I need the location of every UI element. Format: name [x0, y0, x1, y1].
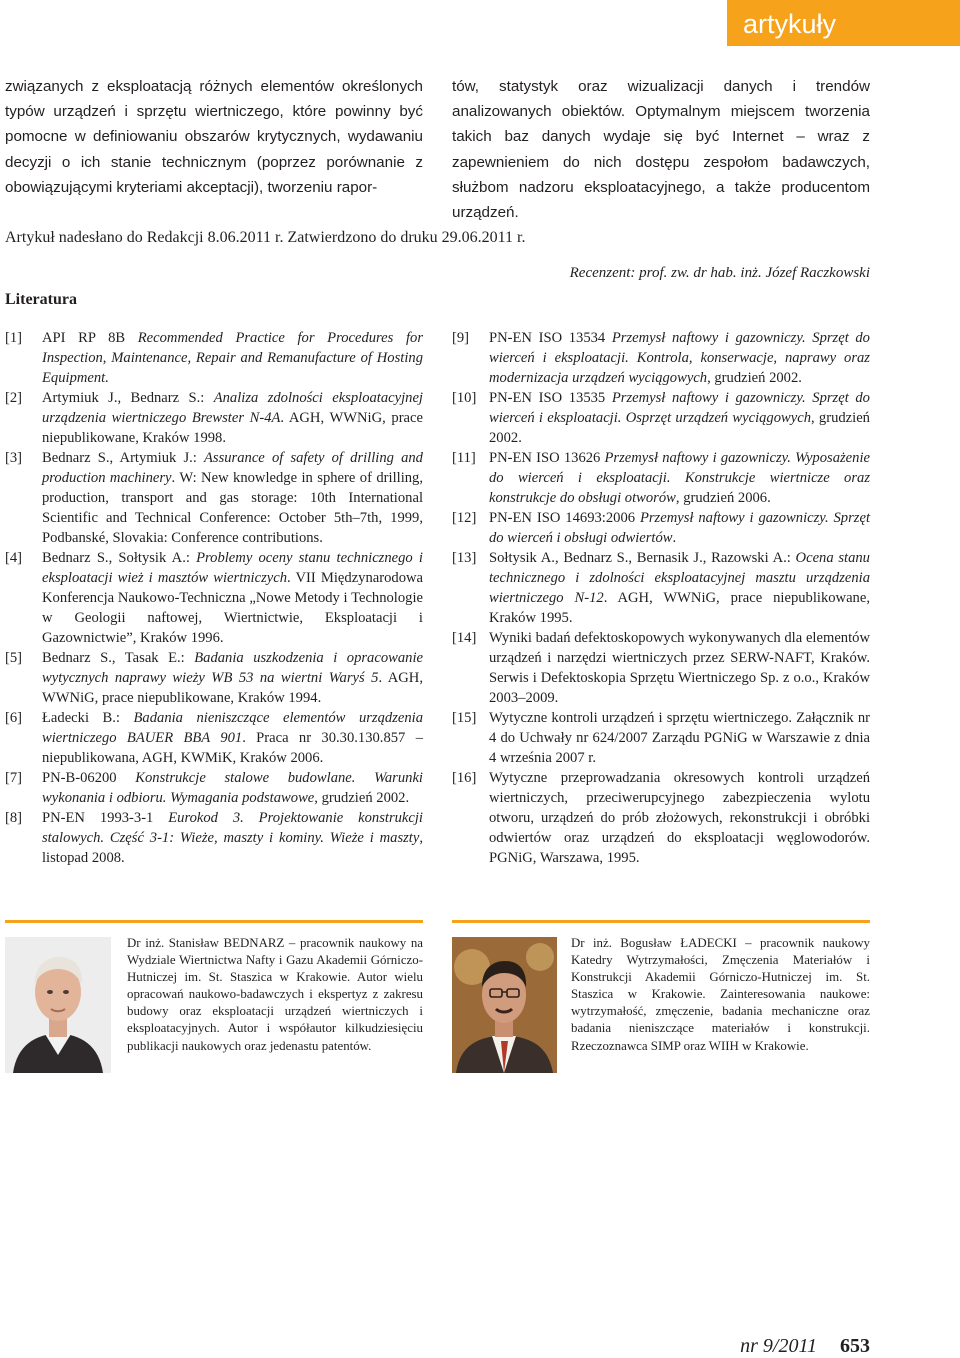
- references-left-column: [5, 328, 423, 868]
- reference-title: Przemysł naftowy i gazowniczy. Wyposażenie do wierceń i eksploatacji. Konstrukcje wiertnicze oraz konstrukcje do obsługi otworów: [489, 450, 870, 506]
- reference-text: , grudzień 2002.: [489, 410, 870, 446]
- reference-item: [5, 808, 423, 868]
- reference-number: [1]: [5, 330, 23, 346]
- reference-text: Wytyczne przeprowadzania okresowych kontroli urządzeń wiertniczych, przeciwerupcyjnego zabezpieczenia wylotu otworu, urządzeń do prób złożowych, rekonstrukcji i obróbki odwiertów oraz urządzeń do eksploatacji węglowodorów. PGNiG, Warszawa, 1995.: [489, 770, 870, 866]
- reference-number: [12]: [452, 510, 477, 526]
- reference-number: [9]: [452, 330, 470, 346]
- reference-text: Bednarz S., Sołtysik A.:: [42, 550, 197, 566]
- reference-text: Sołtysik A., Bednarz S., Bernasik J., Razowski A.:: [489, 550, 796, 566]
- reference-number: [16]: [452, 770, 477, 786]
- reference-title: Recommended Practice for Procedures for Inspection, Maintenance, Repair and Remanufacture of Hosting Equipment.: [42, 330, 423, 386]
- reference-number: [11]: [452, 450, 476, 466]
- reference-text: Ładecki B.:: [42, 710, 134, 726]
- reference-text: PN-EN ISO 14693:2006: [489, 510, 640, 526]
- reference-text: Artymiuk J., Bednarz S.:: [42, 390, 214, 406]
- reference-text: Wyniki badań defektoskopowych wykonywanych dla elementów urządzeń i narzędzi wiertniczych przez SERW-NAFT, Kraków. Serwis i Defektoskopia Sprzętu Wiertniczego Sp. z o.o., Kraków 2003–2009.: [489, 630, 870, 706]
- reference-text: PN-EN ISO 13534: [489, 330, 612, 346]
- reference-item: [5, 768, 423, 808]
- reference-item: [452, 628, 870, 708]
- portrait-ladecki-icon: [452, 937, 557, 1073]
- intro-text-right: [452, 74, 870, 225]
- reference-title: Przemysł naftowy i gazowniczy. Sprzęt do wierceń i eksploatacji. Kontrola, konserwacje, naprawy oraz modernizacja urządzeń wyciągowych: [489, 330, 870, 386]
- reference-text: Bednarz S., Tasak E.:: [42, 650, 195, 666]
- reference-number: [4]: [5, 550, 23, 566]
- reference-item: [452, 508, 870, 548]
- reference-number: [2]: [5, 390, 23, 406]
- reference-text: Wytyczne kontroli urządzeń i sprzętu wiertniczego. Załącznik nr 4 do Uchwały nr 624/2007 Zarządu PGNiG w Warszawie z dnia 4 września 2007 r.: [489, 710, 870, 766]
- reference-number: [10]: [452, 390, 477, 406]
- reference-text: . AGH, WWNiG, prace niepublikowane, Kraków 1994.: [42, 670, 423, 706]
- reference-item: [452, 708, 870, 768]
- references-right-column: [452, 328, 870, 868]
- reference-number: [5]: [5, 650, 23, 666]
- reference-text: , listopad 2008.: [42, 830, 423, 866]
- reference-title: Problemy oceny stanu technicznego i eksploatacji wież i masztów wiertniczych: [42, 550, 423, 586]
- reference-title: Badania uszkodzenia i opracowanie wytycznych naprawy wieży WB 53 na wiertni Waryś 5: [42, 650, 423, 686]
- section-tag: artykuły: [727, 0, 960, 46]
- reference-title: Assurance of safety of drilling and production machinery: [42, 450, 423, 486]
- reference-number: [13]: [452, 550, 477, 566]
- reference-text: , grudzień 2002.: [314, 790, 410, 806]
- intro-text-left: [5, 74, 423, 200]
- reference-text: PN-B-06200: [42, 770, 136, 786]
- author-photo-bednarz: [5, 937, 111, 1073]
- reference-text: PN-EN ISO 13626: [489, 450, 605, 466]
- reference-number: [8]: [5, 810, 23, 826]
- reference-item: [5, 708, 423, 768]
- submission-note: Artykuł nadesłano do Redakcji 8.06.2011 r. Zatwierdzono do druku 29.06.2011 r.: [5, 229, 526, 246]
- reviewer-note: Recenzent: prof. zw. dr hab. inż. Józef Raczkowski: [569, 265, 870, 281]
- reference-item: [5, 648, 423, 708]
- reference-title: Konstrukcje stalowe budowlane. Warunki wykonania i odbioru. Wymagania podstawowe: [42, 770, 423, 806]
- reference-text: PN-EN ISO 13535: [489, 390, 612, 406]
- reference-text: , grudzień 2006.: [675, 490, 771, 506]
- reference-text: . AGH, WWNiG, prace niepublikowane, Kraków 1998.: [42, 410, 423, 446]
- reference-item: [452, 328, 870, 388]
- reference-title: Ocena stanu technicznego i zdolności eksploatacyjnej masztu urządzenia wiertniczego N-12: [489, 550, 870, 606]
- reference-text: Bednarz S., Artymiuk J.:: [42, 450, 204, 466]
- reference-text: API RP 8B: [42, 330, 138, 346]
- intro-paragraph-right: tów, statystyk oraz wizualizacji danych i trendów analizowanych obiektów. Optymalnym miejscem tworzenia takich baz danych wydaje się być Internet – wraz z zapewnieniem do nich dostępu zespołom badawczych, służbom nadzoru eksploatacyjnego, a także producentom urządzeń.: [452, 78, 870, 222]
- bio-divider-left: [5, 920, 423, 923]
- literature-heading: Literatura: [5, 291, 77, 308]
- author-bio-bednarz: Dr inż. Stanisław BEDNARZ – pracownik naukowy na Wydziale Wiertnictwa Nafty i Gazu Akademii Górniczo-Hutniczej im. St. Staszica w Krakowie. Autor wielu opracowań naukowo-badawczych i ekspertyz z zakresu budowy oraz eksploatacji urządzeń wiertniczych i eksploatacyjnych. Autor i współautor kilkudziesięciu publikacji naukowych oraz jedenastu patentów.: [127, 936, 423, 1053]
- page-number: 653: [840, 1335, 870, 1357]
- reference-text: . VII Międzynarodowa Konferencja Naukowo-Techniczna „Nowe Metody i Technologie w Geologii naftowej, Wiertnictwie, Eksploatacji i Gazownictwie”, Kraków 1996.: [42, 570, 424, 646]
- reference-title: Eurokod 3. Projektowanie konstrukcji stalowych. Część 3-1: Wieże, maszty i kominy. Wieże i maszty: [42, 810, 423, 846]
- issue-number: nr 9/2011: [740, 1335, 817, 1357]
- author-photo-ladecki: [452, 937, 557, 1073]
- bio-divider-right: [452, 920, 870, 923]
- reference-title: Przemysł naftowy i gazowniczy. Sprzęt do wierceń i obsługi odwiertów: [489, 510, 870, 546]
- reference-text: . Praca nr 30.30.130.857 – niepublikowana, AGH, KWMiK, Kraków 2006.: [42, 730, 423, 766]
- reference-item: [5, 388, 423, 448]
- author-bio-ladecki: Dr inż. Bogusław ŁADECKI – pracownik naukowy Katedry Wytrzymałości, Zmęczenia Materiałów i Konstrukcji Akademii Górniczo-Hutniczej im. St. Staszica w Krakowie. Zainteresowania naukowe: wytrzymałość, zmęczenie, badania mechaniczne oraz badania nieniszczące materiałów i konstrukcji. Rzeczoznawca SIMP oraz WIIH w Krakowie.: [571, 936, 870, 1053]
- reference-text: .: [672, 530, 677, 546]
- reference-title: Przemysł naftowy i gazowniczy. Sprzęt do wierceń i eksploatacji. Osprzęt urządzeń wyciągowych: [489, 390, 870, 426]
- reference-number: [3]: [5, 450, 23, 466]
- reference-number: [7]: [5, 770, 23, 786]
- intro-paragraph-left: związanych z eksploatacją różnych elementów określonych typów urządzeń i sprzętu wiertniczego, które powinny być pomocne w definiowaniu obszarów krytycznych, wydawaniu decyzji o ich stanie technicznym (poprzez porównanie z obowiązującymi kryteriami akceptacji), tworzeniu rapor-: [5, 78, 423, 196]
- reference-title: Badania nieniszczące elementów urządzenia wiertniczego BAUER BBA 901: [42, 710, 423, 746]
- portrait-bednarz-icon: [5, 937, 111, 1073]
- reference-item: [452, 548, 870, 628]
- reference-item: [5, 328, 423, 388]
- reference-title: Analiza zdolności eksploatacyjnej urządzenia wiertniczego Brewster N-4A: [42, 390, 423, 426]
- reference-text: . W: New knowledge in sphere of drilling, production, transport and gas storage: 10th International Scientific and Technical Conference: October 5th–7th, 1999, Podbanské, Slovakia: Conference contributions.: [42, 470, 423, 546]
- reference-text: PN-EN 1993-3-1: [42, 810, 169, 826]
- reference-item: [5, 548, 423, 648]
- reference-number: [14]: [452, 630, 477, 646]
- reference-item: [5, 448, 423, 548]
- reference-text: , grudzień 2002.: [707, 370, 802, 386]
- reference-number: [15]: [452, 710, 477, 726]
- reference-item: [452, 448, 870, 508]
- reference-number: [6]: [5, 710, 23, 726]
- reference-item: [452, 768, 870, 868]
- reference-item: [452, 388, 870, 448]
- reference-text: . AGH, WWNiG, prace niepublikowane, Kraków 1995.: [489, 590, 870, 626]
